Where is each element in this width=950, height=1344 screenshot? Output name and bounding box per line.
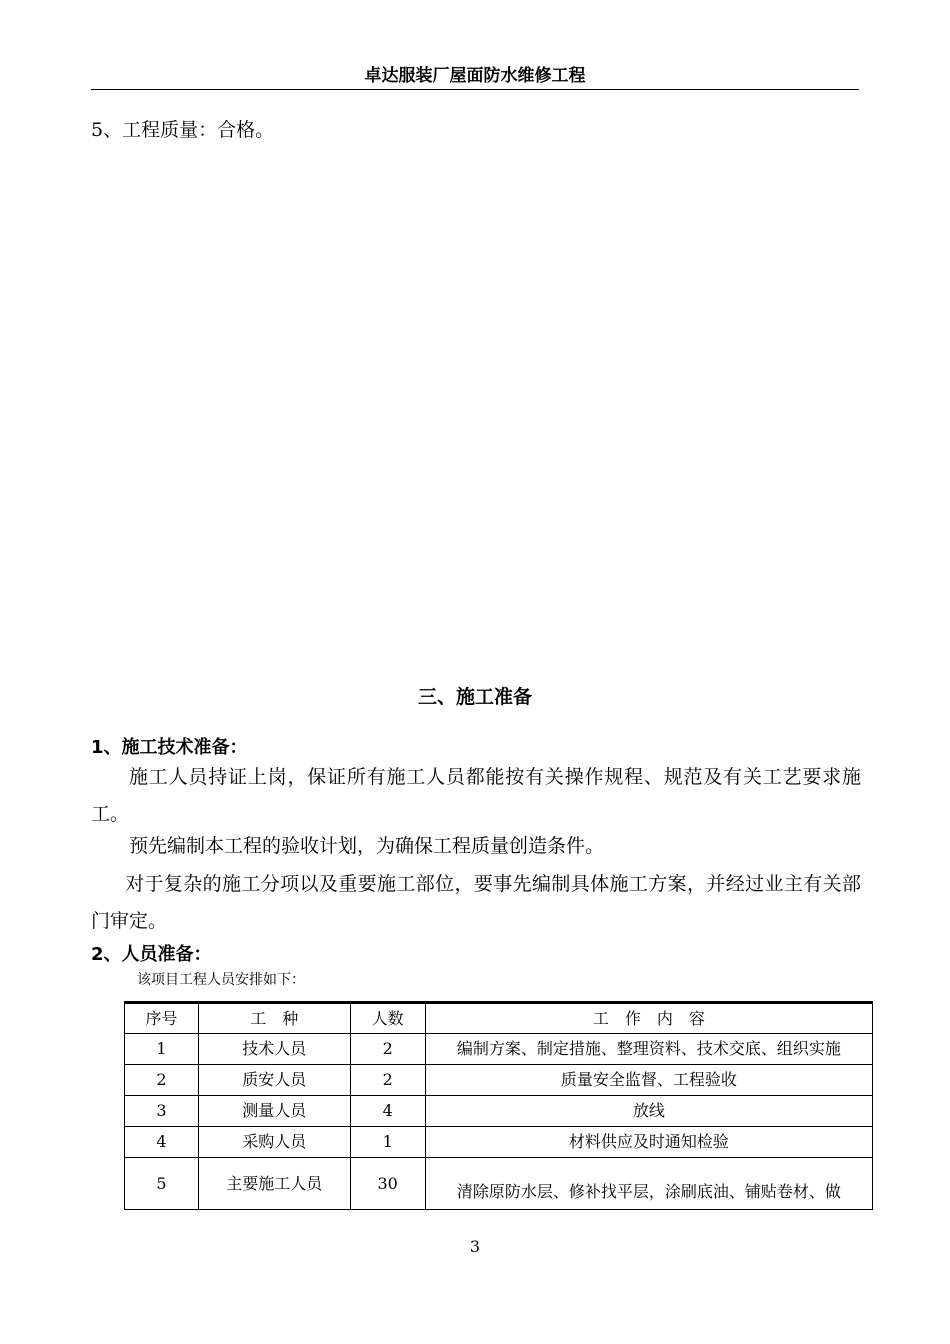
cell-role: 主要施工人员: [198, 1158, 350, 1210]
cell-index: 4: [125, 1127, 199, 1158]
header-title: 卓达服装厂屋面防水维修工程: [364, 66, 586, 86]
cell-role: 采购人员: [198, 1127, 350, 1158]
table-row: [125, 1034, 873, 1065]
cell-index: 1: [125, 1034, 199, 1065]
table-row: [125, 1127, 873, 1158]
cell-duties: 清除原防水层、修补找平层，涂刷底油、铺贴卷材、做: [425, 1158, 872, 1210]
table-row: [125, 1096, 873, 1127]
cell-index: 2: [125, 1065, 199, 1096]
cell-duties: 放线: [425, 1096, 872, 1127]
staff-prep-heading: 2、人员准备：: [91, 944, 212, 965]
cell-role: 技术人员: [198, 1034, 350, 1065]
header-cell-index: 序号: [125, 1003, 199, 1034]
cell-index: 3: [125, 1096, 199, 1127]
cell-duties: 材料供应及时通知检验: [425, 1127, 872, 1158]
cell-duties: 编制方案、制定措施、整理资料、技术交底、组织实施: [425, 1034, 872, 1065]
staff-note: 该项目工程人员安排如下：: [137, 972, 305, 988]
table-row: [125, 1158, 873, 1210]
staff-table: [124, 1001, 873, 1210]
tech-prep-paragraph-2: 预先编制本工程的验收计划，为确保工程质量创造条件。: [129, 835, 605, 857]
tech-prep-paragraph-3: 对于复杂的施工分项以及重要施工部位，要事先编制具体施工方案，并经过业主有关部门审定。: [91, 873, 861, 932]
header-cell-count: 人数: [350, 1003, 425, 1034]
quality-line: 5、工程质量：合格。: [91, 119, 275, 141]
cell-count: 4: [350, 1096, 425, 1127]
cell-role: 测量人员: [198, 1096, 350, 1127]
cell-role: 质安人员: [198, 1065, 350, 1096]
cell-count: 1: [350, 1127, 425, 1158]
tech-prep-heading: 1、施工技术准备：: [91, 737, 248, 758]
section-heading: 三、施工准备: [417, 686, 532, 708]
page-number: 3: [469, 1237, 481, 1256]
cell-count: 2: [350, 1065, 425, 1096]
table-header-row: [125, 1003, 873, 1034]
header-rule: [91, 89, 859, 90]
table-row: [125, 1065, 873, 1096]
cell-index: 5: [125, 1158, 199, 1210]
cell-count: 2: [350, 1034, 425, 1065]
header-cell-role: 工 种: [198, 1003, 350, 1034]
cell-duties: 质量安全监督、工程验收: [425, 1065, 872, 1096]
cell-count: 30: [350, 1158, 425, 1210]
tech-prep-paragraph-1: 施工人员持证上岗，保证所有施工人员都能按有关操作规程、规范及有关工艺要求施工。: [91, 766, 861, 825]
header-cell-duties: 工 作 内 容: [425, 1003, 872, 1034]
